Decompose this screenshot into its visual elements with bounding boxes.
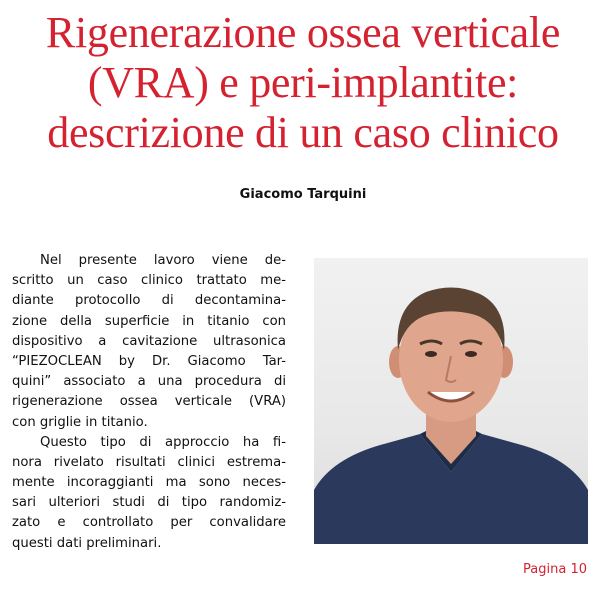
body-line: sari ulteriori studi di tipo randomiz- — [12, 495, 286, 511]
title-line-2: (VRA) e peri-implantite: — [87, 58, 519, 107]
body-line: mente incoraggianti ma sono neces- — [12, 475, 286, 491]
body-line: “PIEZOCLEAN by Dr. Giacomo Tar- — [12, 353, 286, 369]
title-line-1: Rigenerazione ossea verticale — [45, 8, 561, 57]
title-line-3: descrizione di un caso clinico — [47, 108, 559, 157]
body-line: Nel presente lavoro viene de- — [40, 253, 286, 268]
body-line: dispositivo a cavitazione ultrasonica — [12, 333, 286, 349]
body-line: rigenerazione ossea verticale (VRA) — [12, 394, 286, 410]
body-line: diante protocollo di decontamina- — [12, 293, 286, 309]
body-line: zione della superficie in titanio con — [12, 313, 286, 329]
body-line: questi dati preliminari. — [12, 535, 162, 551]
article-title — [0, 8, 606, 158]
portrait-illustration — [314, 258, 588, 544]
body-line: zato e controllato per convalidare — [12, 515, 286, 531]
body-line: scritto un caso clinico trattato me- — [12, 273, 286, 289]
body-line: con griglie in titanio. — [12, 414, 148, 430]
article-body — [12, 251, 286, 554]
body-line: nora rivelato risultati clinici estrema- — [12, 454, 286, 470]
body-line: quini” associato a una procedura di — [12, 374, 286, 390]
author-name: Giacomo Tarquini — [239, 187, 367, 202]
author-photo — [314, 258, 588, 544]
body-line: Questo tipo di approccio ha fi- — [40, 434, 286, 450]
page-number-link[interactable]: Pagina 10 — [523, 562, 587, 577]
